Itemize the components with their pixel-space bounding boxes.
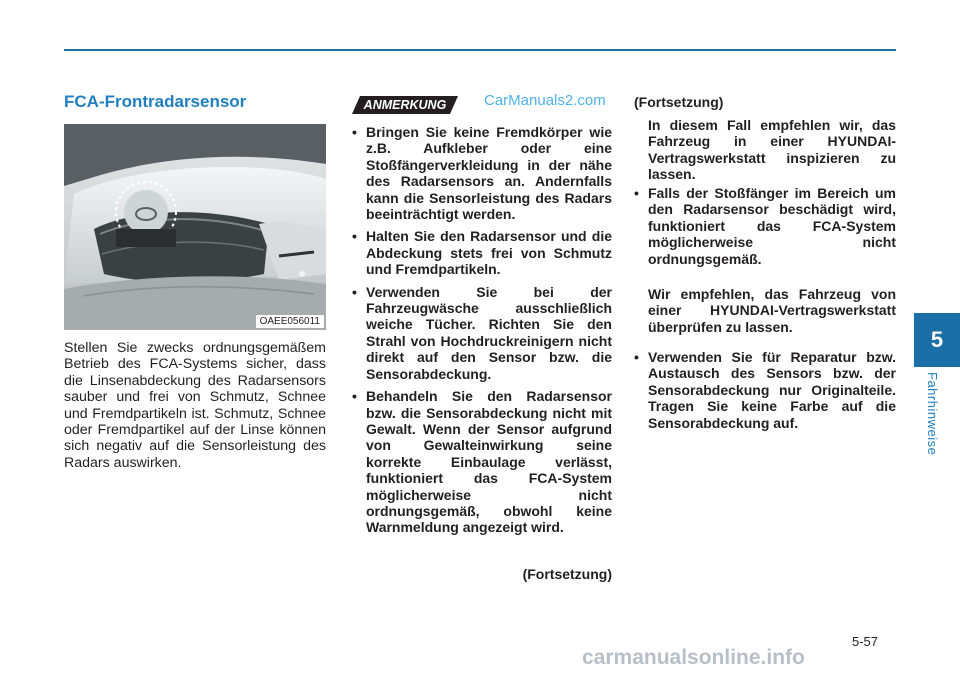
- continued-bullet-list: [634, 185, 896, 273]
- car-front-illustration: [64, 124, 326, 330]
- recommendation-paragraph-2: Wir empfehlen, das Fahrzeug von einer HYUNDAI-Vertragswerkstatt überprüfen zu lassen.: [648, 286, 896, 335]
- list-item: • Bringen Sie keine Fremdkörper wie z.B. Aufkleber oder eine Stoßfängerverkleidung in der nähe des Radarsensors an. Andernfalls kann die Sensorleistung des Radars beeinträchtigt werden.: [352, 124, 612, 222]
- list-item: • Halten Sie den Radarsensor und die Abdeckung stets frei von Schmutz und Fremdpartikeln.: [352, 228, 612, 277]
- watermark-top: CarManuals2.com: [484, 92, 606, 109]
- page-number: 5-57: [852, 634, 879, 649]
- note-tag: [352, 96, 458, 114]
- list-item: • Falls der Stoßfänger im Bereich um den Radarsensor beschädigt wird, funktioniert das FCA-System möglicherweise nicht ordnungsgemäß.: [634, 185, 896, 267]
- section-title: FCA-Frontradarsensor: [64, 92, 247, 111]
- chapter-number-tab: 5: [914, 313, 960, 367]
- continued-heading: (Fortsetzung): [634, 94, 724, 110]
- footer-watermark: carmanualsonline.info: [582, 646, 805, 669]
- list-item: • Verwenden Sie bei der Fahrzeugwäsche ausschließlich weiche Tücher. Richten Sie den Strahl von Hochdruckreinigern nicht direkt auf den Sensor bzw. die Sensorabdeckung.: [352, 284, 612, 382]
- intro-paragraph: Stellen Sie zwecks ordnungsgemäßem Betrieb des FCA-Systems sicher, dass die Linsenabdeckung des Radarsensors sauber und frei von Schmutz, Schnee und Fremdpartikeln ist. Schmutz, Schnee oder Fremdpartikel auf der Linse können sich negativ auf die Sensorleistung des Radars auswirken.: [64, 340, 326, 471]
- note-bullet-list: [352, 124, 612, 542]
- note-tag-label: ANMERKUNG: [363, 98, 447, 112]
- list-item: • Verwenden Sie für Reparatur bzw. Austausch des Sensors bzw. der Sensorabdeckung nur Originalteile. Tragen Sie keine Farbe auf die Sensorabdeckung auf.: [634, 349, 896, 431]
- continued-bullet-list-2: [634, 349, 896, 437]
- top-rule: [64, 49, 896, 51]
- car-front-figure: [64, 124, 326, 330]
- recommendation-paragraph: In diesem Fall empfehlen wir, das Fahrzeug in einer HYUNDAI-Vertragswerkstatt inspizieren zu lassen.: [648, 117, 896, 183]
- continued-label: (Fortsetzung): [522, 566, 612, 582]
- chapter-name: Fahrhinweise: [925, 372, 940, 456]
- figure-code: OAEE056011: [256, 315, 324, 328]
- list-item: • Behandeln Sie den Radarsensor bzw. die Sensorabdeckung nicht mit Gewalt. Wenn der Sensor aufgrund von Gewalteinwirkung seine korrekte Einbaulage verlässt, funktioniert das FCA-System möglicherweise nicht ordnungsgemäß, obwohl keine Warnmeldung angezeigt wird.: [352, 388, 612, 536]
